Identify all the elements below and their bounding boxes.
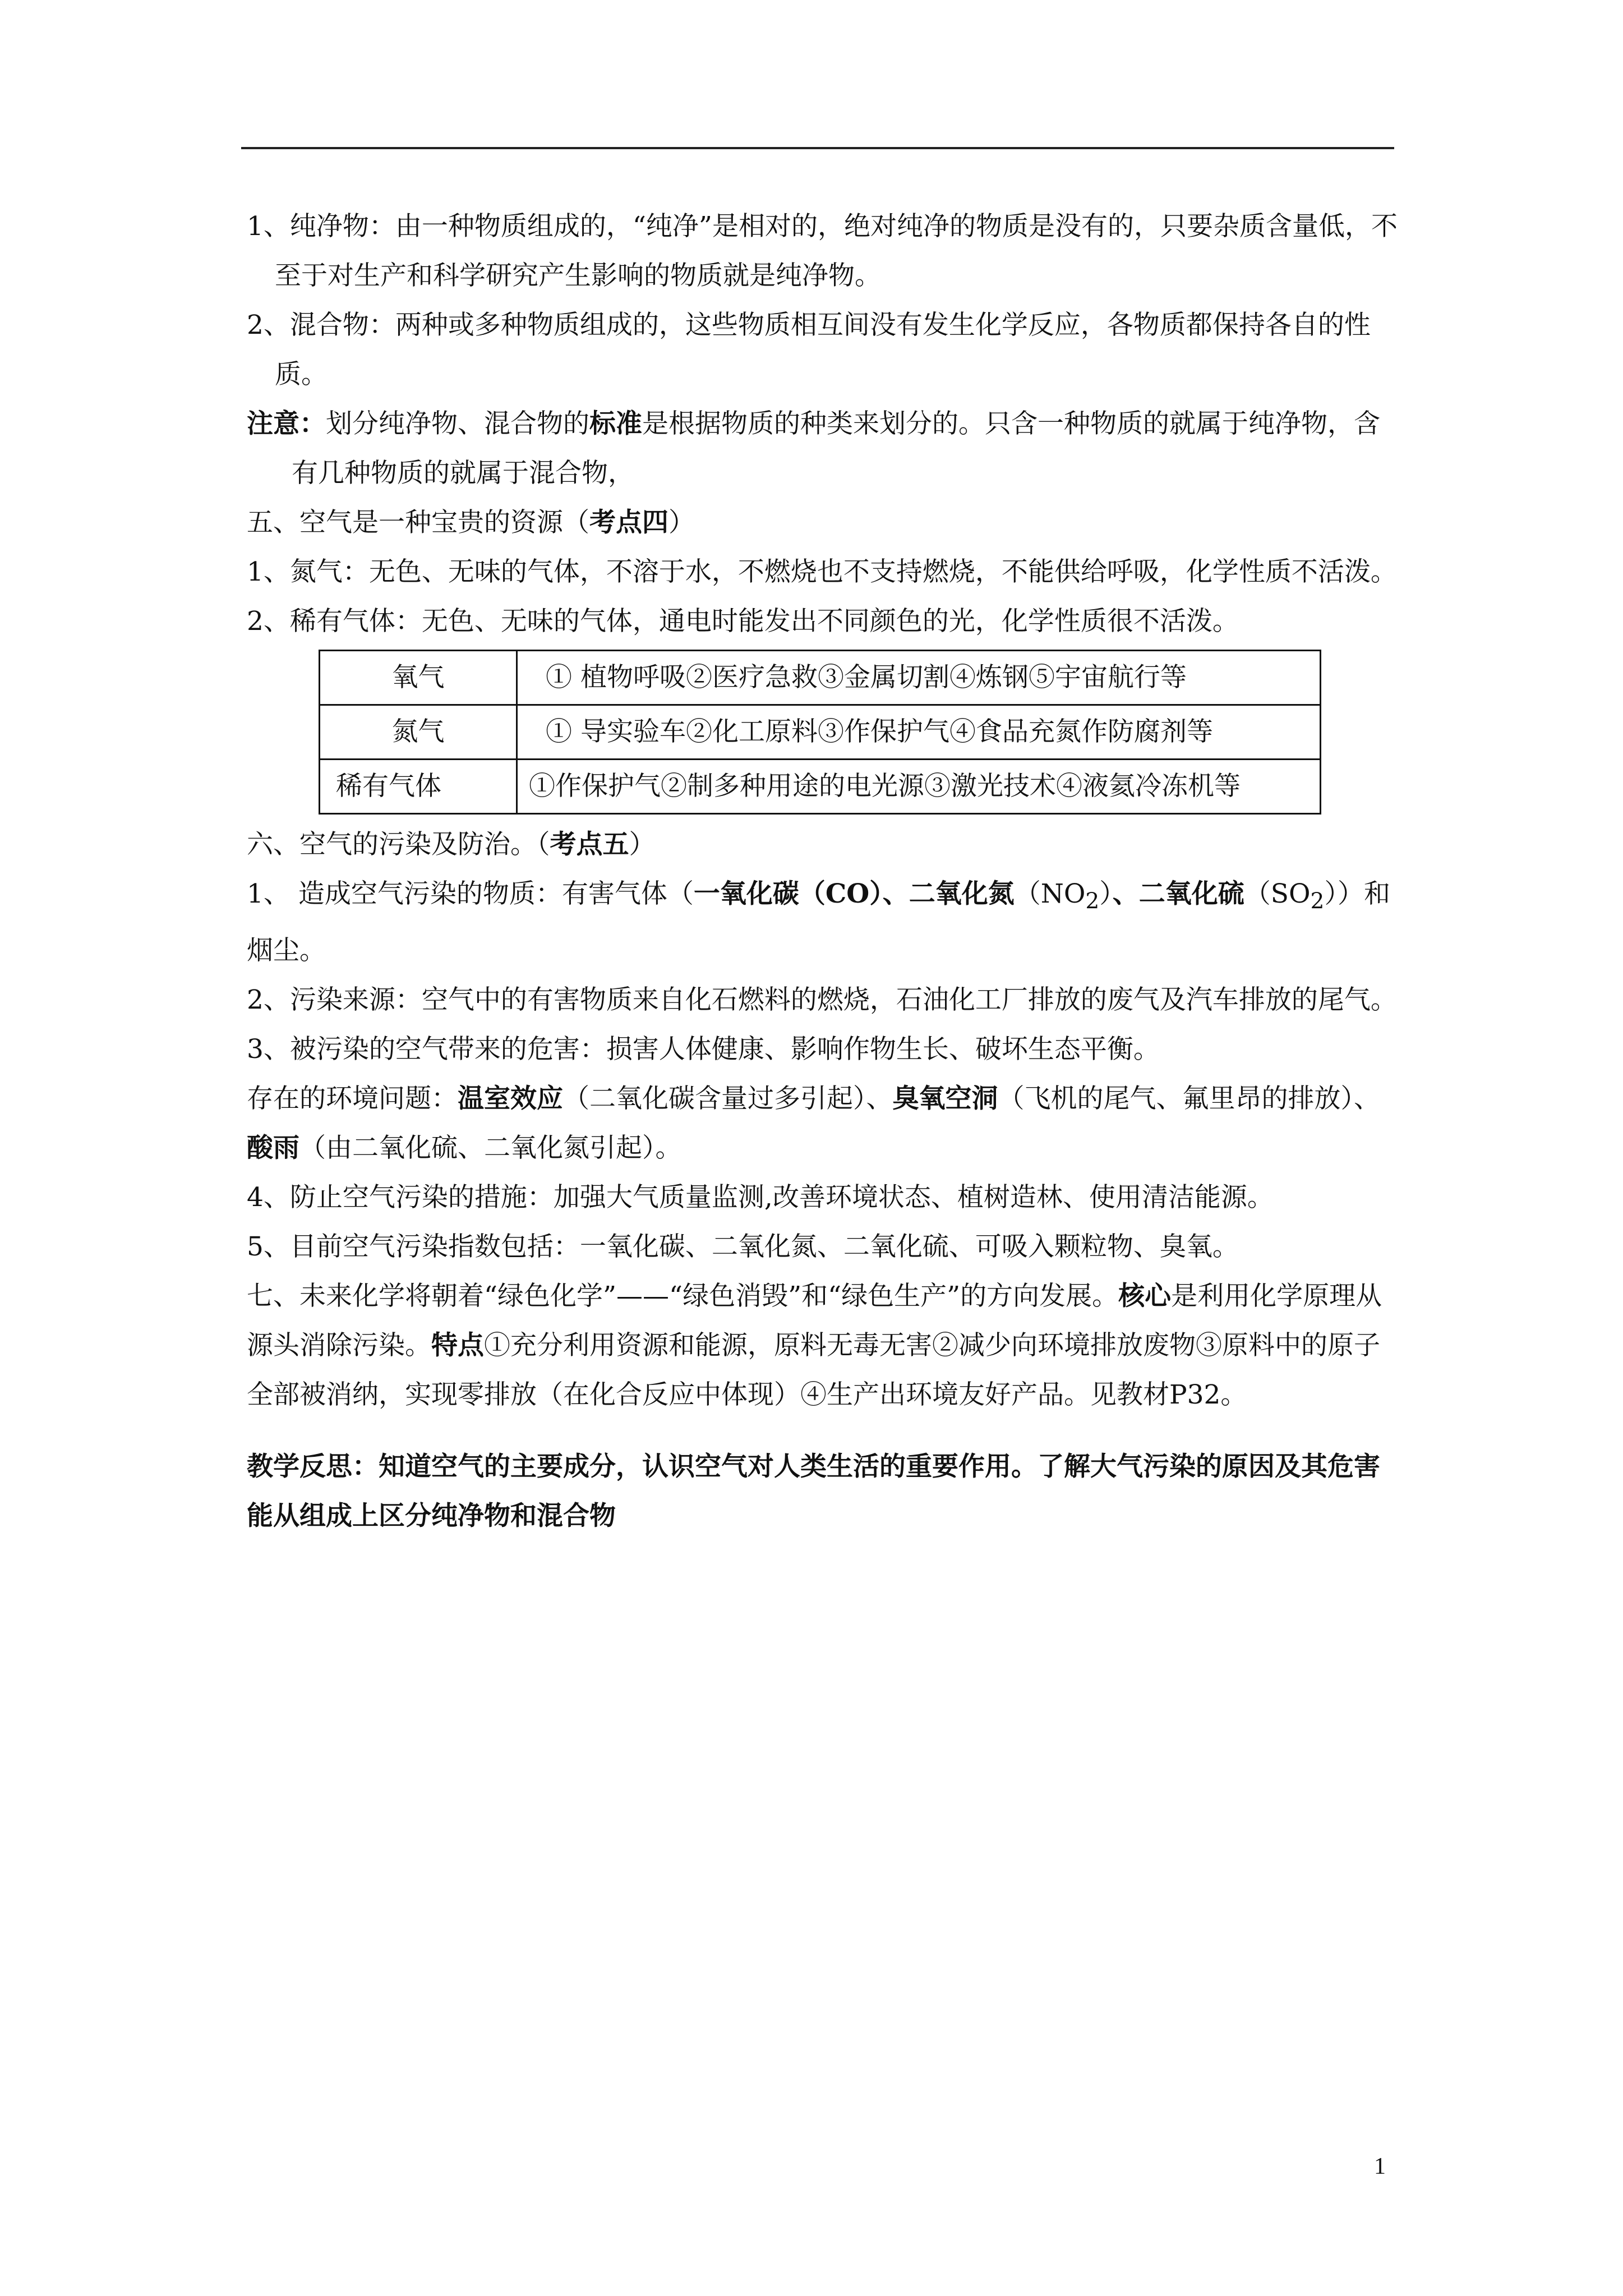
- section-seven-core-label: 核心: [1118, 1281, 1172, 1312]
- section-seven-feature-text: ①充分利用资源和能源，原料无毒无害②减少向环境排放废物③原料中的原子全部被消纳，实现零排放（在化合反应中体现）④生产出环境友好产品。见教材P32。: [247, 1330, 1380, 1411]
- table-cell-gas: 稀有气体: [320, 760, 517, 814]
- note-post: 是根据物质的种类来划分的。只含一种物质的就属于纯净物，含有几种物质的就属于混合物，: [292, 408, 1380, 489]
- pollutant-no2-formula: （NO: [1014, 878, 1086, 909]
- teaching-reflection: 教学反思：知道空气的主要成分，认识空气对人类生活的重要作用。了解大气污染的原因及其危害 能从组成上区分纯净物和混合物: [247, 1451, 1433, 1532]
- pollutant-co: 一氧化碳: [693, 878, 799, 909]
- table-row: [320, 705, 1321, 760]
- env-acid-note: （由二氧化硫、二氧化氮引起）。: [299, 1133, 682, 1164]
- section-five-tag: 考点四: [589, 507, 668, 538]
- gas-uses-table: [319, 650, 1321, 815]
- env-ozone: 臭氧空洞: [892, 1083, 998, 1115]
- pollutant-co-formula: （CO）: [799, 878, 883, 909]
- table-cell-gas: 氧气: [320, 651, 517, 705]
- env-greenhouse-note: （二氧化碳含量过多引起）、: [563, 1083, 893, 1115]
- paragraph-measures: 4、防止空气污染的措施：加强大气质量监测,改善环境状态、植树造林、使用清洁能源。: [247, 1182, 1274, 1213]
- note-label: 注意：: [247, 408, 326, 439]
- pollutant-so2-formula: （SO: [1244, 878, 1311, 909]
- pollutant-separator: 、: [882, 878, 909, 909]
- paragraph-pollution-harm: 3、被污染的空气带来的危害：损害人体健康、影响作物生长、破坏生态平衡。: [247, 1034, 1160, 1065]
- header-rule: [241, 147, 1394, 149]
- section-six-heading: [247, 820, 1402, 869]
- document-body: [247, 202, 1433, 1541]
- table-cell-uses: ① 导实验车②化工原料③作保护气④食品充氮作防腐剂等: [517, 705, 1321, 760]
- note-key: 标准: [589, 408, 642, 439]
- env-acid-rain: 酸雨: [247, 1133, 299, 1164]
- section-five-close: ）: [668, 507, 695, 538]
- paragraph-mixture: 2、混合物：两种或多种物质组成的，这些物质相互间没有发生化学反应，各物质都保持各自的性质。: [247, 310, 1371, 390]
- pollutant-so2: 二氧化硫: [1138, 878, 1244, 909]
- paragraph-noble-gas: 2、稀有气体：无色、无味的气体，通电时能发出不同颜色的光，化学性质很不活泼。: [247, 606, 1239, 637]
- pollutant-so2-subscript: 2: [1310, 889, 1325, 914]
- pollutant-no2-subscript: 2: [1085, 889, 1100, 914]
- section-seven-feature-label: 特点: [431, 1330, 484, 1361]
- env-greenhouse: 温室效应: [458, 1083, 563, 1115]
- section-five-heading: [247, 498, 1402, 547]
- table-cell-uses: ①作保护气②制多种用途的电光源③激光技术④液氦冷冻机等: [517, 760, 1321, 814]
- spacer: [247, 1420, 1402, 1442]
- pollutants-post: 和烟尘。: [247, 878, 1390, 967]
- paragraph-pollution-source: 2、污染来源：空气中的有害物质来自化石燃料的燃烧，石油化工厂排放的废气及汽车排放的尾气。: [247, 984, 1397, 1016]
- table-cell-gas: 氮气: [320, 705, 517, 760]
- paragraph-nitrogen: 1、氮气：无色、无味的气体，不溶于水，不燃烧也不支持燃烧，不能供给呼吸，化学性质不活泼。: [247, 556, 1397, 587]
- section-six-title: 六、空气的污染及防治。（: [247, 829, 550, 860]
- table-row: [320, 760, 1321, 814]
- section-seven-core-text: 是利用化学原理从源头消除污染。: [247, 1281, 1382, 1361]
- env-pre: 存在的环境问题：: [247, 1083, 458, 1115]
- paragraph-pure-substance: 1、纯净物：由一种物质组成的，“纯净”是相对的，绝对纯净的物质是没有的，只要杂质含量低，不至于对生产和科学研究产生影响的物质就是纯净物。: [247, 211, 1398, 291]
- paragraph-pollutants: [247, 869, 1402, 976]
- section-seven: [247, 1272, 1402, 1420]
- pollutants-pre: 1、 造成空气污染的物质：有害气体（: [247, 878, 694, 909]
- note-pre: 划分纯净物、混合物的: [326, 408, 589, 439]
- pollutant-no2: 二氧化氮: [909, 878, 1015, 909]
- table-cell-uses: ① 植物呼吸②医疗急救③金属切割④炼钢⑤宇宙航行等: [517, 651, 1321, 705]
- pollutant-separator: 、: [1112, 878, 1139, 909]
- section-six-tag: 考点五: [550, 829, 629, 860]
- section-six-close: ）: [629, 829, 656, 860]
- paragraph-environment-problems: [247, 1074, 1402, 1173]
- table-row: [320, 651, 1321, 705]
- section-seven-pre: 七、未来化学将朝着“绿色化学”——“绿色消毁”和“绿色生产”的方向发展。: [247, 1281, 1119, 1312]
- pollutant-no2-formula-close: ）: [1099, 878, 1113, 909]
- page-number: 1: [1374, 2154, 1386, 2179]
- env-ozone-note: （飞机的尾气、氟里昂的排放）、: [998, 1083, 1380, 1115]
- paragraph-pollution-index: 5、目前空气污染指数包括：一氧化碳、二氧化氮、二氧化硫、可吸入颗粒物、臭氧。: [247, 1231, 1239, 1263]
- pollutant-so2-formula-close: ））: [1324, 878, 1364, 909]
- paragraph-note: [247, 399, 1402, 498]
- section-five-title: 五、空气是一种宝贵的资源（: [247, 507, 589, 538]
